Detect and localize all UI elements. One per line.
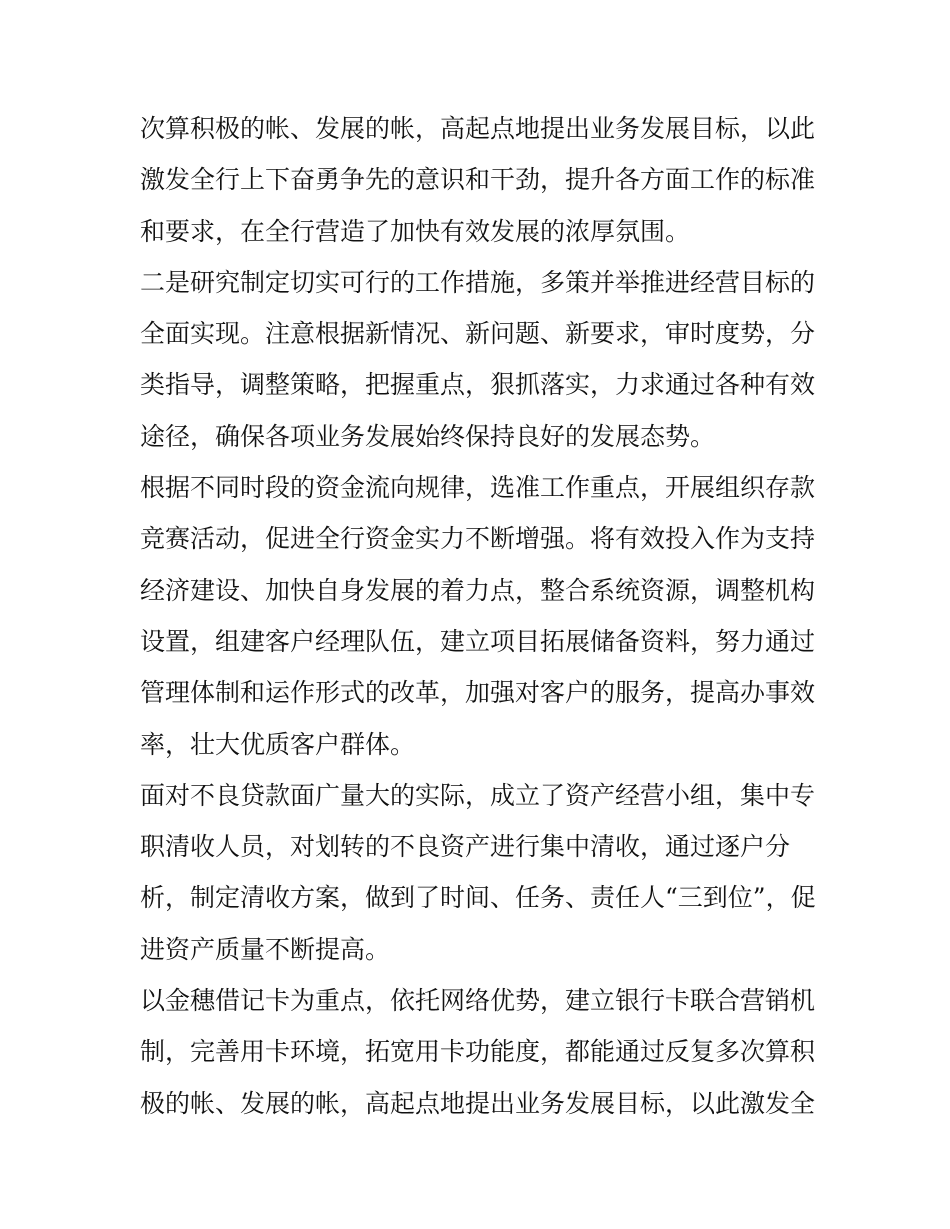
text-line: 和要求，在全行营造了加快有效发展的浓厚氛围。 <box>140 216 691 246</box>
text-line: 途径，确保各项业务发展始终保持良好的发展态势。 <box>140 421 716 451</box>
text-line: 根据不同时段的资金流向规律，选准工作重点，开展组织存款 <box>140 473 816 503</box>
text-line: 全面实现。注意根据新情况、新问题、新要求，审时度势，分 <box>140 319 816 349</box>
text-line: 激发全行上下奋勇争先的意识和干劲，提升各方面工作的标准 <box>140 165 816 195</box>
text-line: 类指导，调整策略，把握重点，狠抓落实，力求通过各种有效 <box>140 370 816 400</box>
text-line: 面对不良贷款面广量大的实际，成立了资产经营小组，集中专 <box>140 780 816 810</box>
text-line: 制，完善用卡环境，拓宽用卡功能度，都能通过反复多次算积 <box>140 1037 816 1067</box>
text-line: 率，壮大优质客户群体。 <box>140 729 416 759</box>
paragraph-2 <box>140 257 816 462</box>
text-line: 进资产质量不断提高。 <box>140 934 391 964</box>
text-line: 析，制定清收方案，做到了时间、任务、责任人“三到位”，促 <box>140 883 816 913</box>
paragraph-5 <box>140 975 816 1129</box>
paragraph-4 <box>140 770 816 975</box>
text-line: 以金穗借记卡为重点，依托网络优势，建立银行卡联合营销机 <box>140 986 816 1016</box>
text-line: 管理体制和运作形式的改革，加强对客户的服务，提高办事效 <box>140 678 816 708</box>
text-line: 极的帐、发展的帐，高起点地提出业务发展目标，以此激发全 <box>140 1088 816 1118</box>
text-line: 竞赛活动，促进全行资金实力不断增强。将有效投入作为支持 <box>140 524 816 554</box>
text-line: 设置，组建客户经理队伍，建立项目拓展储备资料，努力通过 <box>140 626 816 656</box>
paragraph-3 <box>140 462 816 770</box>
document-body <box>140 103 816 1129</box>
text-line: 次算积极的帐、发展的帐，高起点地提出业务发展目标，以此 <box>140 114 816 143</box>
text-line: 职清收人员，对划转的不良资产进行集中清收，通过逐户分 <box>140 832 791 862</box>
text-line: 经济建设、加快自身发展的着力点，整合系统资源，调整机构 <box>140 575 816 605</box>
text-line: 二是研究制定切实可行的工作措施，多策并举推进经营目标的 <box>140 267 816 297</box>
paragraph-1 <box>140 103 816 257</box>
